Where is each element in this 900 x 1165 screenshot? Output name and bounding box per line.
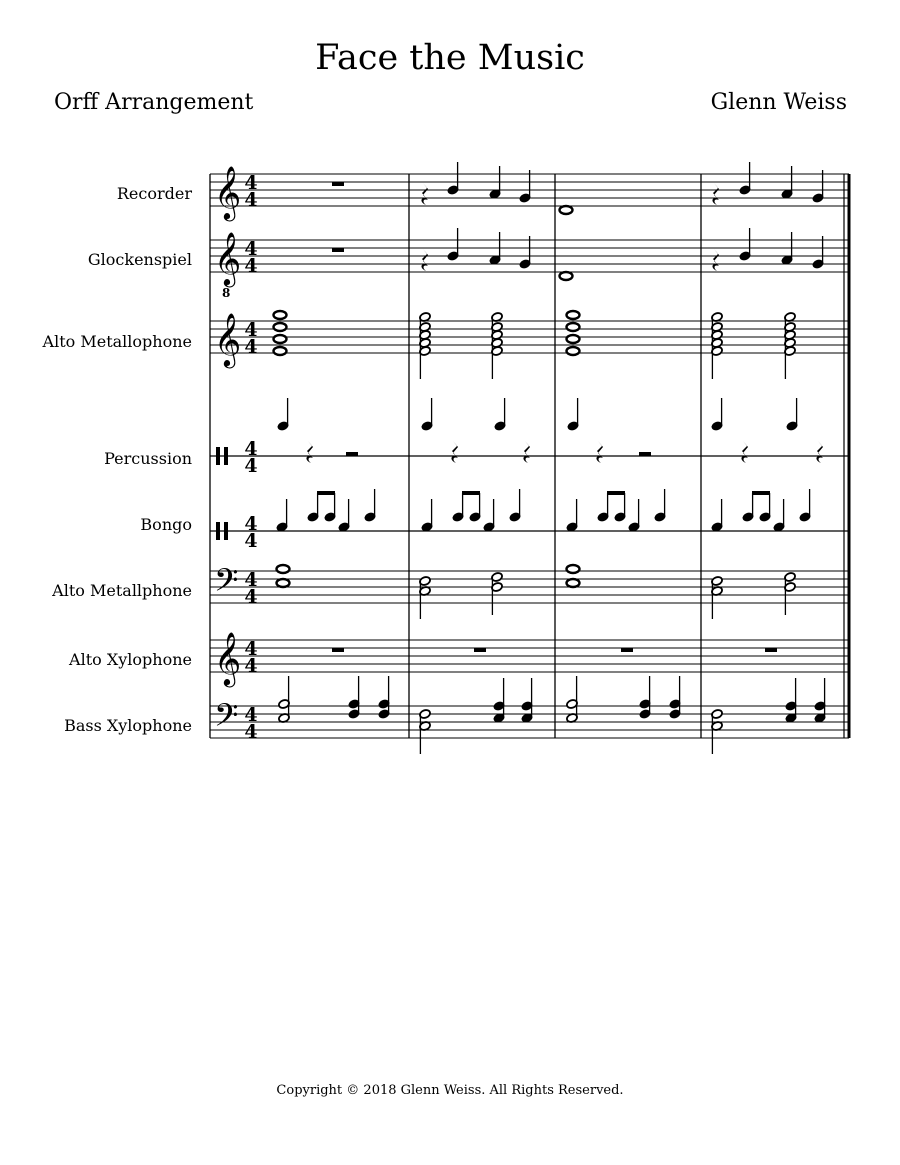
quarter-rest (741, 441, 748, 463)
instrument-label-bongo: Bongo (140, 515, 192, 534)
instrument-label-recorder: Recorder (116, 184, 192, 203)
quarter-rest (523, 441, 530, 463)
half-rest (346, 452, 358, 456)
time-signature-bottom: 4 (244, 255, 258, 277)
time-signature-bottom: 4 (244, 336, 258, 358)
score-subtitle: Orff Arrangement (54, 90, 254, 115)
whole-note (567, 323, 580, 331)
time-signature-bottom: 4 (244, 455, 258, 477)
percussion-clef-bar (216, 522, 220, 540)
quarter-rest (451, 441, 458, 463)
time-signature-top: 4 (244, 638, 258, 660)
whole-note (567, 347, 580, 355)
time-signature-top: 4 (244, 319, 258, 341)
quarter-rest (596, 441, 603, 463)
bass-clef: 𝄢 (214, 697, 239, 741)
percussion-clef-bar (216, 447, 220, 465)
eighth-beam (462, 491, 480, 495)
treble-clef: 𝄞 (214, 231, 242, 285)
whole-note (274, 335, 287, 343)
eighth-beam (752, 491, 770, 495)
instrument-label-alto-xylophone: Alto Xylophone (69, 650, 192, 669)
treble-clef: 𝄞 (214, 165, 242, 219)
whole-note (560, 206, 573, 214)
whole-rest (332, 182, 344, 186)
instrument-label-glockenspiel: Glockenspiel (87, 250, 192, 269)
half-rest (639, 452, 651, 456)
quarter-rest (712, 249, 719, 271)
whole-note (277, 565, 290, 573)
whole-note (567, 579, 580, 587)
eighth-beam (607, 491, 625, 495)
time-signature-bottom: 4 (244, 586, 258, 608)
time-signature-bottom: 4 (244, 655, 258, 677)
whole-rest (621, 648, 633, 652)
treble-clef: 𝄞 (214, 631, 242, 685)
quarter-rest (712, 183, 719, 205)
quarter-rest (306, 441, 313, 463)
whole-note (560, 272, 573, 280)
eighth-beam (317, 491, 335, 495)
time-signature-top: 4 (244, 569, 258, 591)
quarter-rest (816, 441, 823, 463)
whole-note (567, 565, 580, 573)
instrument-label-alto-metallophone: Alto Metallophone (42, 332, 192, 351)
time-signature-top: 4 (244, 438, 258, 460)
copyright-notice: Copyright © 2018 Glenn Weiss. All Rights Reserved. (276, 1083, 624, 1098)
quarter-rest (421, 183, 428, 205)
treble-clef: 𝄞 (214, 312, 242, 366)
whole-note (567, 311, 580, 319)
instrument-label-alto-metallphone: Alto Metallphone (52, 581, 192, 600)
whole-rest (332, 648, 344, 652)
score-title: Face the Music (315, 38, 585, 78)
instrument-label-percussion: Percussion (104, 449, 192, 468)
time-signature-top: 4 (244, 704, 258, 726)
time-signature-bottom: 4 (244, 189, 258, 211)
time-signature-top: 4 (244, 172, 258, 194)
whole-note (274, 311, 287, 319)
instrument-label-bass-xylophone: Bass Xylophone (64, 716, 192, 735)
time-signature-bottom: 4 (244, 530, 258, 552)
percussion-clef-bar (224, 447, 228, 465)
whole-note (274, 323, 287, 331)
whole-note (274, 347, 287, 355)
percussion-clef-bar (224, 522, 228, 540)
quarter-rest (421, 249, 428, 271)
whole-note (567, 335, 580, 343)
time-signature-bottom: 4 (244, 721, 258, 743)
composer-name: Glenn Weiss (710, 90, 847, 115)
whole-rest (474, 648, 486, 652)
whole-rest (332, 248, 344, 252)
clef-octave-8: 8 (222, 286, 231, 300)
whole-rest (765, 648, 777, 652)
whole-note (277, 579, 290, 587)
time-signature-top: 4 (244, 513, 258, 535)
time-signature-top: 4 (244, 238, 258, 260)
bass-clef: 𝄢 (214, 562, 239, 606)
